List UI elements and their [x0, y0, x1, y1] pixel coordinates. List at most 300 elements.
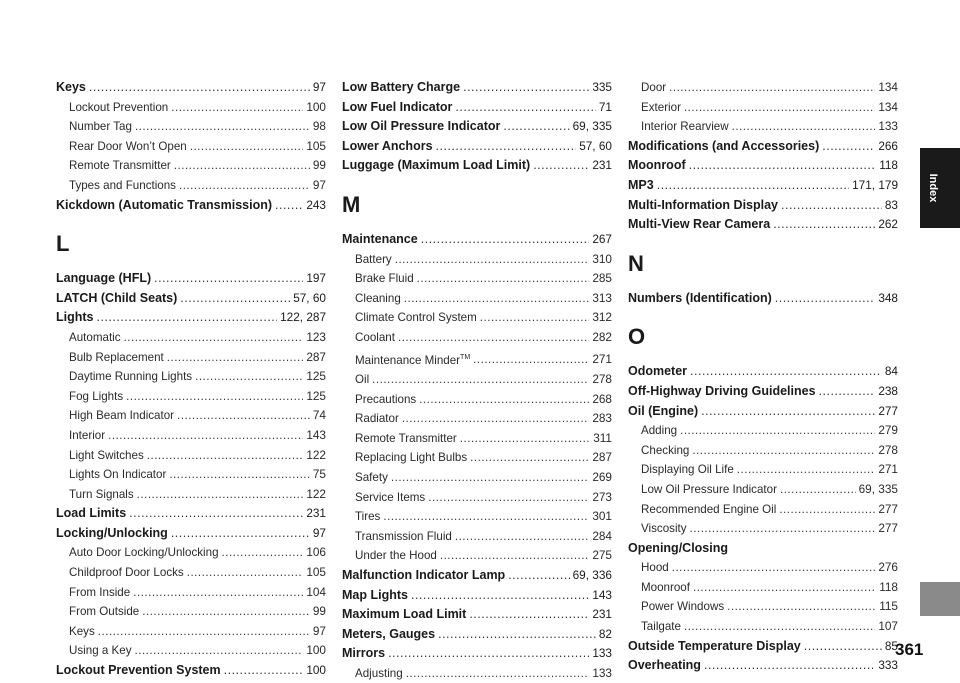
index-entry[interactable]: [342, 566, 612, 586]
dot-leader: [438, 625, 596, 645]
entry-label: [342, 644, 385, 664]
index-subentry[interactable]: [628, 558, 898, 578]
entry-page-ref[interactable]: 118: [879, 158, 898, 173]
index-subentry[interactable]: [342, 250, 612, 270]
index-entry[interactable]: [342, 78, 612, 98]
entry-page-ref[interactable]: 133: [592, 665, 612, 680]
index-subentry[interactable]: [56, 348, 326, 368]
entry-label-text: Using a Key: [69, 644, 132, 658]
entry-page-ref[interactable]: 271: [878, 462, 898, 477]
entry-page-ref[interactable]: 69, 335: [572, 119, 612, 134]
entry-label: [342, 78, 460, 98]
entry-page-ref[interactable]: 277: [878, 403, 898, 418]
index-entry[interactable]: [628, 362, 898, 382]
dot-leader: [135, 117, 310, 137]
entry-page-ref[interactable]: 69, 336: [572, 567, 612, 582]
index-subentry[interactable]: [342, 507, 612, 527]
index-subentry[interactable]: [628, 519, 898, 539]
entry-label-text: High Beam Indicator: [69, 409, 175, 423]
dot-leader: [775, 289, 876, 309]
entry-page-ref[interactable]: 99: [312, 158, 326, 173]
dot-leader: [169, 465, 310, 485]
dot-leader: [177, 406, 310, 426]
entry-label-text: Low Battery Charge: [342, 80, 461, 94]
entry-label: [355, 308, 477, 328]
dot-leader: [419, 390, 589, 410]
entry-page-ref[interactable]: 278: [592, 371, 612, 386]
entry-label: [641, 519, 687, 539]
entry-page-ref[interactable]: 122, 287: [280, 310, 326, 325]
index-subentry[interactable]: [56, 176, 326, 196]
index-subentry[interactable]: [628, 117, 898, 137]
dot-leader: [440, 546, 589, 566]
index-subentry[interactable]: [342, 527, 612, 547]
entry-label-text: Displaying Oil Life: [641, 463, 734, 477]
dot-leader: [135, 641, 304, 661]
index-entry[interactable]: [342, 605, 612, 625]
index-entry[interactable]: [56, 289, 326, 309]
index-subentry[interactable]: [342, 289, 612, 309]
index-subentry[interactable]: [56, 446, 326, 466]
index-subentry[interactable]: [56, 583, 326, 603]
index-subentry[interactable]: [56, 485, 326, 505]
index-subentry[interactable]: [342, 328, 612, 348]
entry-label-text: Lockout Prevention System: [56, 663, 221, 678]
entry-page-ref[interactable]: 284: [592, 528, 612, 543]
entry-page-ref[interactable]: 98: [312, 119, 326, 134]
entry-label: [641, 480, 777, 500]
entry-label: [628, 539, 728, 559]
index-entry[interactable]: [56, 504, 326, 524]
entry-page-ref[interactable]: 231: [592, 607, 612, 622]
index-entry[interactable]: [342, 625, 612, 645]
entry-label-text: Load Limits: [56, 506, 127, 521]
entry-page-ref[interactable]: 313: [592, 290, 612, 305]
dot-leader: [171, 524, 310, 544]
entry-label-text: Coolant: [355, 330, 395, 344]
entry-label-text: Under the Hood: [355, 549, 437, 563]
dot-leader: [657, 176, 849, 196]
entry-label-text: Adding: [641, 424, 678, 438]
entry-label-text: Low Fuel Indicator: [342, 99, 453, 114]
dot-leader: [108, 426, 303, 446]
entry-page-ref[interactable]: 71: [598, 99, 612, 114]
index-subentry[interactable]: [342, 546, 612, 566]
entry-label-text: Remote Transmitter: [355, 431, 457, 445]
index-entry[interactable]: [628, 656, 898, 676]
section-letter: O: [628, 324, 646, 350]
index-subentry[interactable]: [342, 664, 612, 683]
entry-label-text: Recommended Engine Oil: [641, 502, 777, 516]
entry-label: [342, 98, 452, 118]
entry-page-ref[interactable]: 57, 60: [579, 138, 612, 153]
entry-label: [355, 664, 403, 683]
entry-page-ref[interactable]: 171, 179: [852, 177, 898, 192]
index-entry[interactable]: [56, 269, 326, 289]
index-entry[interactable]: [342, 98, 612, 118]
index-subentry[interactable]: [628, 98, 898, 118]
index-subentry[interactable]: [628, 460, 898, 480]
dot-leader: [737, 460, 876, 480]
entry-page-ref[interactable]: 106: [306, 545, 326, 560]
entry-label-text: Daytime Running Lights: [69, 370, 193, 384]
entry-page-ref[interactable]: 125: [306, 388, 326, 403]
index-subentry[interactable]: [628, 421, 898, 441]
entry-label-text: Remote Transmitter: [69, 159, 171, 173]
index-subentry[interactable]: [342, 429, 612, 449]
dot-leader: [222, 543, 304, 563]
dot-leader: [508, 566, 569, 586]
entry-label: [355, 429, 457, 449]
index-subentry[interactable]: [56, 602, 326, 622]
index-entry[interactable]: [628, 637, 898, 657]
dot-leader: [190, 137, 304, 157]
entry-page-ref[interactable]: 197: [306, 271, 326, 286]
entry-label: [628, 289, 772, 309]
entry-page-ref[interactable]: 133: [878, 119, 898, 134]
entry-page-ref[interactable]: 57, 60: [293, 290, 326, 305]
dot-leader: [154, 269, 303, 289]
index-subentry[interactable]: [628, 500, 898, 520]
dot-leader: [402, 409, 589, 429]
entry-page-ref[interactable]: 97: [312, 623, 326, 638]
index-entry[interactable]: [342, 137, 612, 157]
entry-page-ref[interactable]: 115: [879, 599, 898, 614]
dot-leader: [480, 308, 590, 328]
section-letter: L: [56, 231, 70, 257]
dot-leader: [142, 602, 310, 622]
entry-page-ref[interactable]: 122: [306, 486, 326, 501]
entry-label-text: Battery: [355, 252, 392, 266]
entry-page-ref[interactable]: 262: [878, 217, 898, 232]
entry-label-text: Map Lights: [342, 587, 408, 602]
dot-leader: [395, 250, 590, 270]
entry-label: [628, 656, 701, 676]
entry-label-text: Off-Highway Driving Guidelines: [628, 383, 816, 398]
entry-label-text: Tailgate: [641, 620, 681, 634]
entry-page-ref[interactable]: 83: [884, 197, 898, 212]
index-subentry[interactable]: [56, 367, 326, 387]
entry-page-ref[interactable]: 238: [878, 383, 898, 398]
entry-page-ref[interactable]: 82: [598, 626, 612, 641]
index-subentry[interactable]: [56, 98, 326, 118]
entry-label-text: Transmission Fluid: [355, 529, 452, 543]
entry-label-text: Viscosity: [641, 522, 687, 536]
dot-leader: [97, 308, 278, 328]
entry-page-ref[interactable]: 311: [593, 430, 612, 445]
dot-leader: [89, 78, 310, 98]
dot-leader: [469, 605, 589, 625]
entry-page-ref[interactable]: 105: [306, 565, 326, 580]
entry-label-text: Hood: [641, 561, 669, 575]
entry-label: [69, 426, 105, 446]
index-subentry[interactable]: [56, 622, 326, 642]
entry-page-ref[interactable]: 75: [312, 467, 326, 482]
entry-label: [628, 382, 816, 402]
entry-page-ref[interactable]: 271: [592, 352, 612, 367]
index-entry[interactable]: [628, 539, 898, 559]
entry-page-ref[interactable]: 125: [306, 369, 326, 384]
entry-label: [355, 289, 401, 309]
entry-page-ref[interactable]: 267: [592, 231, 612, 246]
entry-label-text: Keys: [69, 624, 95, 638]
index-subentry[interactable]: [628, 441, 898, 461]
entry-label-text: Numbers (Identification): [628, 290, 772, 305]
entry-page-ref[interactable]: 278: [878, 442, 898, 457]
index-subentry[interactable]: [56, 406, 326, 426]
dot-leader: [406, 664, 590, 683]
entry-label: [69, 328, 121, 348]
index-subentry[interactable]: [56, 328, 326, 348]
entry-label: [628, 156, 686, 176]
entry-label: [56, 269, 151, 289]
entry-label: [69, 348, 164, 368]
entry-page-ref[interactable]: 100: [306, 99, 326, 114]
entry-page-ref[interactable]: 99: [312, 604, 326, 619]
dot-leader: [187, 563, 304, 583]
entry-page-ref[interactable]: 143: [306, 427, 326, 442]
entry-page-ref[interactable]: 143: [592, 587, 612, 602]
entry-label: [628, 362, 687, 382]
dot-leader: [819, 382, 876, 402]
entry-page-ref[interactable]: 133: [592, 646, 612, 661]
dot-leader: [690, 362, 882, 382]
index-entry[interactable]: [342, 644, 612, 664]
entry-label-text: Overheating: [628, 658, 701, 673]
index-entry[interactable]: [56, 308, 326, 328]
index-entry[interactable]: [56, 196, 326, 216]
entry-label: [56, 78, 86, 98]
entry-label: [628, 637, 801, 657]
entry-page-ref[interactable]: 277: [878, 521, 898, 536]
entry-label-text: Low Oil Pressure Indicator: [342, 119, 501, 134]
entry-label: [56, 289, 177, 309]
entry-page-ref[interactable]: 74: [312, 408, 326, 423]
entry-label-text: Opening/Closing: [628, 540, 728, 555]
entry-label-text: Lower Anchors: [342, 138, 433, 153]
index-subentry[interactable]: [56, 117, 326, 137]
entry-page-ref[interactable]: 285: [592, 271, 612, 286]
index-subentry[interactable]: [628, 480, 898, 500]
dot-leader: [275, 196, 303, 216]
entry-page-ref[interactable]: 243: [306, 197, 326, 212]
entry-label-text: Low Oil Pressure Indicator: [641, 482, 777, 496]
dot-leader: [781, 196, 882, 216]
dot-leader: [732, 117, 876, 137]
index-subentry[interactable]: [56, 641, 326, 661]
index-subentry[interactable]: [342, 370, 612, 390]
entry-page-ref[interactable]: 282: [592, 329, 612, 344]
entry-label: [355, 390, 416, 410]
index-entry[interactable]: [628, 289, 898, 309]
dot-leader: [195, 367, 303, 387]
page-number: 361: [895, 640, 924, 659]
entry-page-ref[interactable]: 275: [592, 548, 612, 563]
dot-leader: [372, 370, 589, 390]
entry-page-ref[interactable]: 84: [884, 364, 898, 379]
entry-label: [69, 137, 187, 157]
index-subentry[interactable]: [56, 426, 326, 446]
index-subentry[interactable]: [342, 488, 612, 508]
entry-label-text: Types and Functions: [69, 178, 176, 192]
index-entry[interactable]: [628, 382, 898, 402]
entry-label: [69, 98, 168, 118]
entry-label: [355, 328, 395, 348]
entry-label: [69, 156, 171, 176]
dot-leader: [133, 583, 303, 603]
index-column-3: [628, 78, 898, 676]
index-entry[interactable]: [342, 117, 612, 137]
index-subentry[interactable]: [342, 390, 612, 410]
entry-label: [69, 622, 95, 642]
index-subentry[interactable]: [342, 448, 612, 468]
dot-leader: [455, 527, 589, 547]
index-subentry[interactable]: [342, 308, 612, 328]
entry-page-ref[interactable]: 231: [306, 506, 326, 521]
entry-page-ref[interactable]: 310: [592, 251, 612, 266]
dot-leader: [680, 421, 875, 441]
index-subentry[interactable]: [56, 543, 326, 563]
entry-label-text: Maximum Load Limit: [342, 607, 467, 622]
dot-leader: [533, 156, 589, 176]
trademark-mark: TM: [460, 353, 471, 361]
index-subentry[interactable]: [628, 597, 898, 617]
entry-label: [69, 117, 132, 137]
entry-page-ref[interactable]: 312: [592, 310, 612, 325]
entry-label: [641, 617, 681, 637]
index-subentry[interactable]: [342, 348, 612, 370]
index-entry[interactable]: [628, 215, 898, 235]
entry-page-ref[interactable]: 231: [592, 158, 612, 173]
entry-page-ref[interactable]: 118: [879, 579, 898, 594]
index-entry[interactable]: [56, 78, 326, 98]
dot-leader: [383, 507, 589, 527]
index-entry[interactable]: [628, 176, 898, 196]
dot-leader: [421, 230, 590, 250]
entry-label-text: Replacing Light Bulbs: [355, 451, 468, 465]
entry-page-ref[interactable]: 287: [592, 450, 612, 465]
entry-label-text: Checking: [641, 443, 690, 457]
entry-label: [628, 196, 778, 216]
entry-page-ref[interactable]: 276: [878, 560, 898, 575]
entry-label: [56, 524, 168, 544]
entry-label: [69, 367, 192, 387]
entry-page-ref[interactable]: 97: [312, 177, 326, 192]
index-entry[interactable]: [628, 137, 898, 157]
entry-page-ref[interactable]: 105: [306, 138, 326, 153]
entry-label: [342, 137, 433, 157]
dot-leader: [779, 500, 875, 520]
entry-page-ref[interactable]: 100: [306, 663, 326, 678]
entry-label: [69, 387, 123, 407]
index-subentry[interactable]: [56, 137, 326, 157]
index-column-2: [342, 78, 612, 683]
entry-label: [641, 78, 666, 98]
entry-label: [69, 406, 174, 426]
entry-page-ref[interactable]: 283: [592, 411, 612, 426]
entry-page-ref[interactable]: 123: [306, 329, 326, 344]
entry-page-ref[interactable]: 287: [306, 349, 326, 364]
entry-label-text: Number Tag: [69, 120, 132, 134]
index-subentry[interactable]: [342, 409, 612, 429]
entry-page-ref[interactable]: 335: [592, 80, 612, 94]
entry-page-ref[interactable]: 266: [878, 138, 898, 153]
index-subentry[interactable]: [628, 578, 898, 598]
entry-label: [355, 269, 414, 289]
index-subentry[interactable]: [342, 468, 612, 488]
entry-page-ref[interactable]: 134: [878, 99, 898, 114]
entry-label-text: Power Windows: [641, 600, 725, 614]
entry-label: [342, 605, 466, 625]
index-subentry[interactable]: [56, 387, 326, 407]
index-entry[interactable]: [342, 156, 612, 176]
entry-page-ref[interactable]: 104: [306, 584, 326, 599]
section-marker: [920, 582, 960, 616]
index-entry[interactable]: [628, 156, 898, 176]
entry-page-ref[interactable]: 85: [884, 638, 898, 653]
entry-page-ref[interactable]: 279: [878, 423, 898, 438]
entry-label: [69, 583, 130, 603]
dot-leader: [727, 597, 876, 617]
dot-leader: [171, 98, 303, 118]
entry-label: [69, 485, 134, 505]
entry-page-ref[interactable]: 100: [306, 643, 326, 658]
dot-leader: [404, 289, 590, 309]
dot-leader: [684, 617, 875, 637]
entry-label: [342, 117, 500, 137]
entry-label-text: Lights On Indicator: [69, 468, 167, 482]
index-side-tab-label: Index: [927, 173, 939, 203]
entry-page-ref[interactable]: 69, 335: [858, 481, 898, 496]
entry-label-text: Service Items: [355, 490, 426, 504]
index-entry[interactable]: [628, 402, 898, 422]
index-subentry[interactable]: [628, 617, 898, 637]
entry-page-ref[interactable]: 268: [592, 391, 612, 406]
entry-label: [69, 465, 166, 485]
entry-label-text: Modifications (and Accessories): [628, 138, 820, 153]
index-subentry[interactable]: [628, 78, 898, 98]
index-subentry[interactable]: [56, 465, 326, 485]
entry-page-ref[interactable]: 348: [878, 290, 898, 305]
entry-page-ref[interactable]: 97: [312, 525, 326, 540]
entry-page-ref[interactable]: 97: [312, 80, 326, 94]
entry-page-ref[interactable]: 134: [878, 80, 898, 94]
entry-label: [69, 602, 139, 622]
entry-page-ref[interactable]: 333: [878, 658, 898, 673]
index-entry[interactable]: [342, 586, 612, 606]
entry-label: [628, 402, 698, 422]
entry-page-ref[interactable]: 269: [592, 469, 612, 484]
entry-label: [56, 196, 272, 216]
entry-label: [641, 421, 677, 441]
index-subentry[interactable]: [56, 156, 326, 176]
index-entry[interactable]: [342, 230, 612, 250]
entry-label-text: MP3: [628, 177, 654, 192]
dot-leader: [684, 98, 875, 118]
entry-label-text: Auto Door Locking/Unlocking: [69, 546, 219, 560]
entry-page-ref[interactable]: 122: [306, 447, 326, 462]
index-subentry[interactable]: [342, 269, 612, 289]
entry-page-ref[interactable]: 273: [592, 489, 612, 504]
entry-page-ref[interactable]: 301: [592, 509, 612, 524]
index-column-1: [56, 78, 326, 681]
index-subentry[interactable]: [56, 563, 326, 583]
entry-page-ref[interactable]: 277: [878, 501, 898, 516]
index-entry[interactable]: [56, 524, 326, 544]
section-letter: M: [342, 191, 361, 217]
entry-page-ref[interactable]: 107: [878, 619, 898, 634]
index-entry[interactable]: [628, 196, 898, 216]
